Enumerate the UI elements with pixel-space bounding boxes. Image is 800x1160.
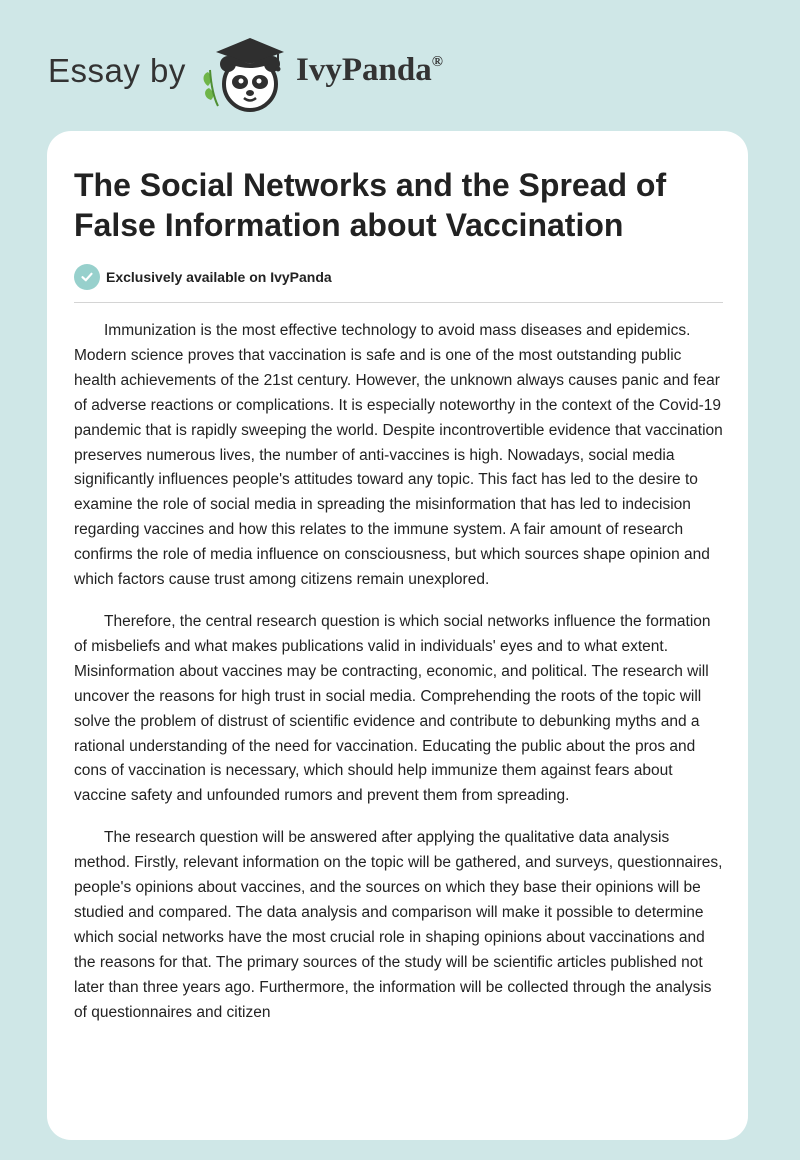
divider (74, 302, 723, 303)
essay-card (47, 131, 748, 1140)
registered-mark: ® (431, 54, 443, 70)
exclusive-badge (74, 264, 332, 290)
brand-text: IvyPanda (296, 52, 432, 88)
paragraph: The research question will be answered after applying the qualitative data analysis method. Firstly, relevant information on the topic will be gathered, and surveys, questionnaires, people's opinions about vaccines, and the sources on which they base their opinions will be studied and compared. The data analysis and comparison will make it possible to determine which social networks have the most crucial role in shaping opinions about vaccinations and the reasons for that. The primary sources of the study will be scientific articles published not later than three years ago. Furthermore, the information will be collected through the analysis of questionnaires and citizen (74, 829, 723, 1021)
ivypanda-logo[interactable] (198, 34, 288, 114)
essay-title: The Social Networks and the Spread of False Information about Vaccination (74, 167, 667, 243)
essay-body (74, 319, 726, 1042)
site-header (0, 0, 800, 130)
paragraph: Therefore, the central research question is which social networks influence the formation of misbeliefs and what makes publications valid in individuals' eyes and to what extent. Misinformation about vaccines may be contracting, economic, and political. The research will uncover the reasons for high trust in social media. Comprehending the roots of the topic will solve the problem of distrust of scientific evidence and contribute to debunking myths and a rational understanding of the need for vaccination. Educating the public about the pros and cons of vaccination is necessary, which should help immunize them against fears about vaccine safety and unfounded rumors and prevent them from spreading. (74, 612, 711, 805)
exclusive-label: Exclusively available on IvyPanda (106, 269, 332, 285)
essay-by-label: Essay by (48, 52, 186, 89)
checkmark-icon (74, 264, 100, 290)
brand-name[interactable] (296, 52, 443, 89)
paragraph: Immunization is the most effective technology to avoid mass diseases and epidemics. Modern science proves that vaccination is safe and is one of the most outstanding public health achievements of the 21st century. However, the unknown always causes panic and fear of adverse reactions or complications. It is especially noteworthy in the context of the Covid-19 pandemic that is rapidly sweeping the world. Despite incontrovertible evidence that vaccination preserves numerous lives, the number of anti-vaccines is high. Nowadays, social media significantly influences people's attitudes toward any topic. This fact has led to the desire to examine the role of social media in spreading the misinformation that has led to indecision regarding vaccines and how this relates to the immune system. A fair amount of research confirms the role of media influence on consciousness, but which sources shape opinion and which factors cause trust among citizens remain unexplored. (74, 322, 723, 589)
panda-graduate-icon (198, 34, 288, 114)
